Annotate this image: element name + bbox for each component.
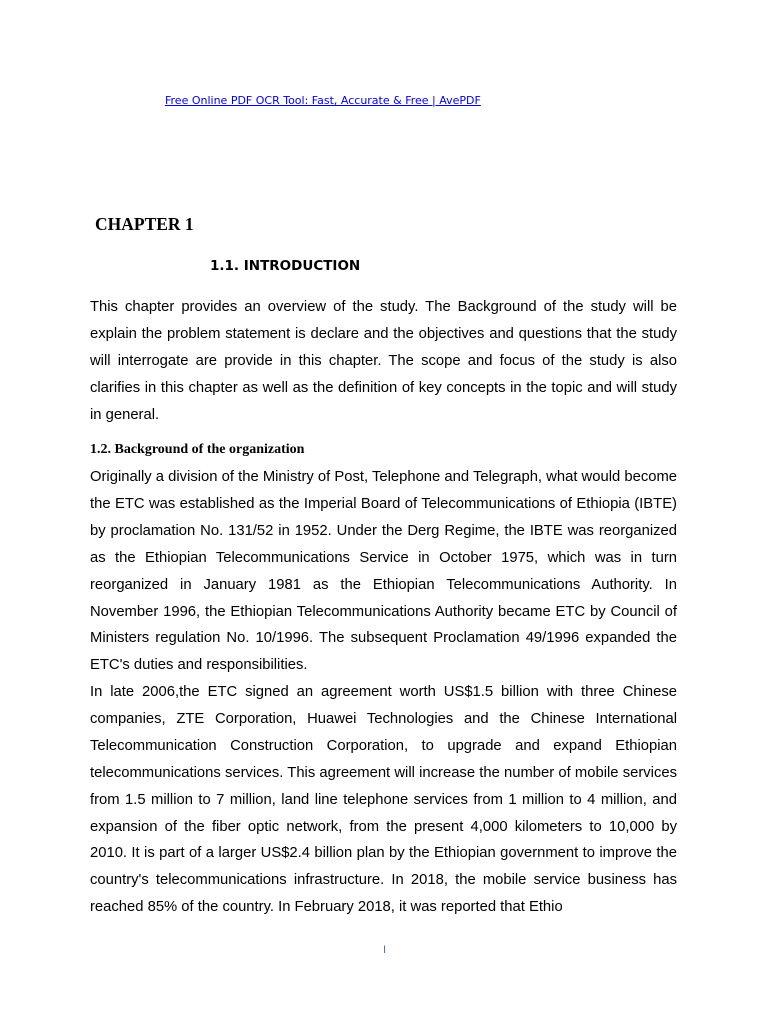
section-heading-background: 1.2. Background of the organization xyxy=(90,442,305,457)
background-paragraph-1: Originally a division of the Ministry of Post, Telephone and Telegraph, what would become the ETC was established as the Imperial Board of Telecommunications of Ethiopia (IBTE) by proclamation No. 131/52 in 1952. Under the Derg Regime, the IBTE was reorganized as the Ethiopian Telecommunications Service in October 1975, which was in turn reorganized in January 1981 as the Ethiopian Telecommunications Authority. In November 1996, the Ethiopian Telecommunications Authority became ETC by Council of Ministers regulation No. 10/1996. The subsequent Proclamation 49/1996 expanded the ETC's duties and responsibilities. xyxy=(90,469,677,674)
section-heading-introduction: 1.1. INTRODUCTION xyxy=(210,258,361,274)
background-paragraph-2: In late 2006,the ETC signed an agreement worth US$1.5 billion with three Chinese companies, ZTE Corporation, Huawei Technologies and the Chinese International Telecommunication Construction Corporation, to upgrade and expand Ethiopian telecommunications services. This agreement will increase the number of mobile services from 1.5 million to 7 million, land line telephone services from 1 million to 4 million, and expansion of the fiber optic network, from the present 4,000 kilometers to 10,000 by 2010. It is part of a larger US$2.4 billion plan by the Ethiopian government to improve the country's telecommunications infrastructure. In 2018, the mobile service business has reached 85% of the country. In February 2018, it was reported that Ethio xyxy=(90,684,677,916)
ocr-tool-link[interactable]: Free Online PDF OCR Tool: Fast, Accurate & Free | AvePDF xyxy=(165,94,481,107)
chapter-title: CHAPTER 1 xyxy=(95,214,194,234)
page-number: I xyxy=(383,944,387,956)
intro-paragraph: This chapter provides an overview of the study. The Background of the study will be explain the problem statement is declare and the objectives and questions that the study will interrogate are provide in this chapter. The scope and focus of the study is also clarifies in this chapter as well as the definition of key concepts in the topic and will study in general. xyxy=(90,299,677,423)
